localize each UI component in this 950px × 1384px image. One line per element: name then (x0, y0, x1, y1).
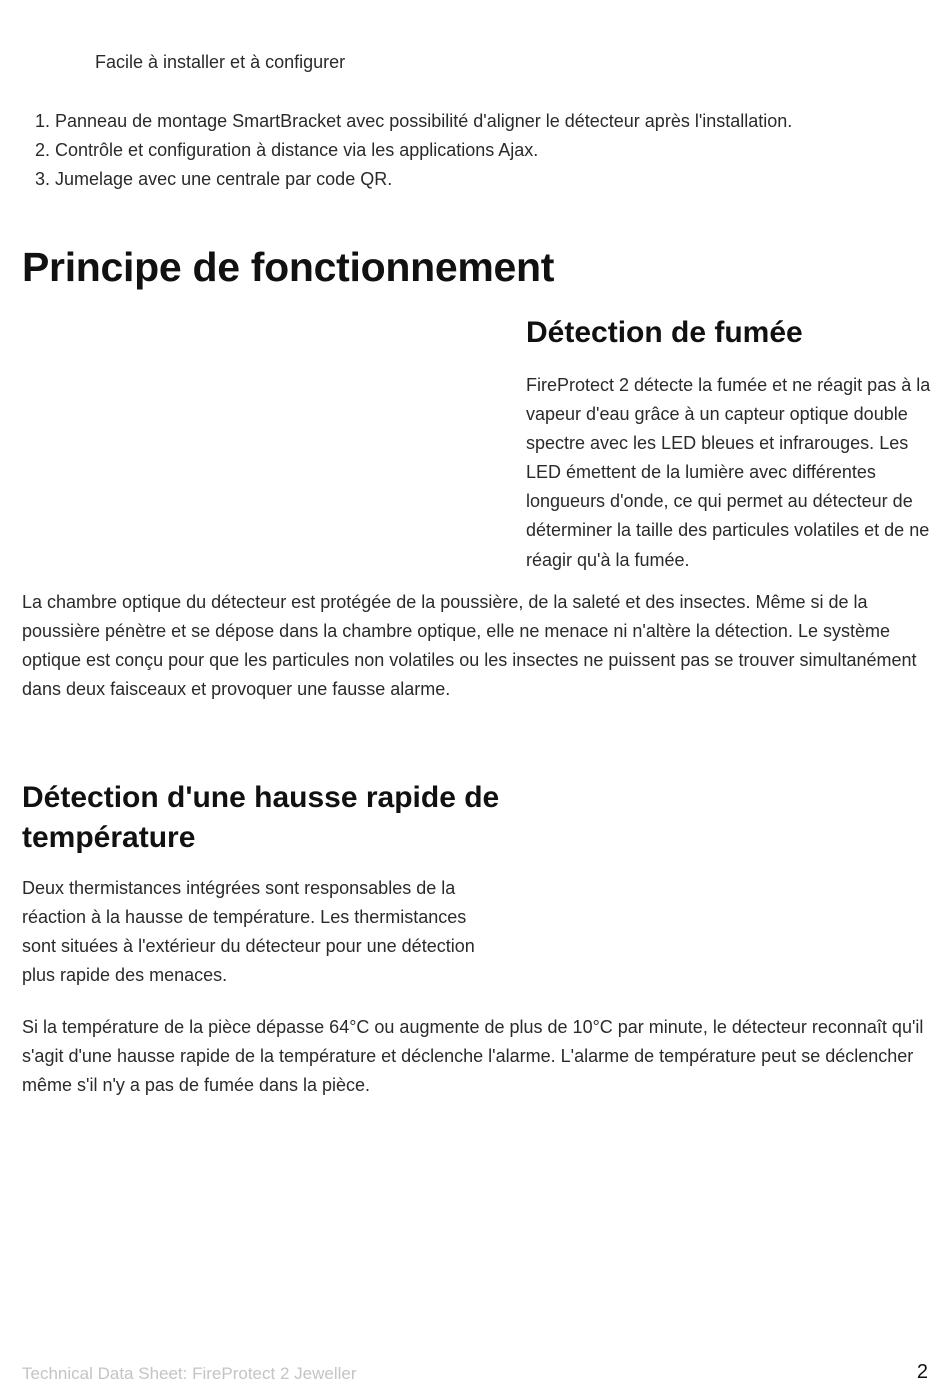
footer-doc-title: Technical Data Sheet: FireProtect 2 Jeweller (22, 1364, 357, 1383)
section-title: Principe de fonctionnement (22, 244, 555, 290)
smoke-detection-intro: FireProtect 2 détecte la fumée et ne réagit pas à la vapeur d'eau grâce à un capteur optique double spectre avec les LED bleues et infrarouges. Les LED émettent de la lumière avec différentes longueurs d'onde, ce qui permet au détecteur de déterminer la taille des particules volatiles et de ne réagir qu'à la fumée. (526, 375, 931, 570)
smoke-detection-title: Détection de fumée (526, 316, 803, 349)
list-item-number: 3. (34, 169, 50, 189)
temperature-detection-intro: Deux thermistances intégrées sont responsables de la réaction à la hausse de température. Les thermistances sont situées à l'extérieur du détecteur pour une détection plus rapide des menaces. (22, 878, 475, 986)
list-item-text: Contrôle et configuration à distance via les applications Ajax. (55, 140, 539, 160)
temperature-detection-body: Si la température de la pièce dépasse 64°C ou augmente de plus de 10°C par minute, le détecteur reconnaît qu'il s'agit d'une hausse rapide de la température et déclenche l'alarme. L'alarme de température peut se déclencher même s'il n'y a pas de fumée dans la pièce. (22, 1017, 924, 1096)
list-item-text: Panneau de montage SmartBracket avec possibilité d'aligner le détecteur après l'installation. (55, 111, 793, 131)
list-item-number: 1. (34, 111, 50, 131)
smoke-detection-body: La chambre optique du détecteur est protégée de la poussière, de la saleté et des insectes. Même si de la poussière pénètre et se dépose dans la chambre optique, elle ne menace ni n'altère la détection. Le système optique est conçu pour que les particules non volatiles ou les insectes ne puissent pas se trouver simultanément dans deux faisceaux et provoquer une fausse alarme. (22, 592, 917, 700)
list-item (22, 165, 922, 194)
features-list (22, 107, 922, 194)
intro-heading: Facile à installer et à configurer (95, 52, 346, 72)
temperature-detection-title: Détection d'une hausse rapide de température (22, 781, 500, 854)
list-item (22, 136, 922, 165)
list-item-number: 2. (34, 140, 50, 160)
list-item-text: Jumelage avec une centrale par code QR. (55, 169, 393, 189)
list-item (22, 107, 922, 136)
page-number: 2 (916, 1361, 928, 1383)
